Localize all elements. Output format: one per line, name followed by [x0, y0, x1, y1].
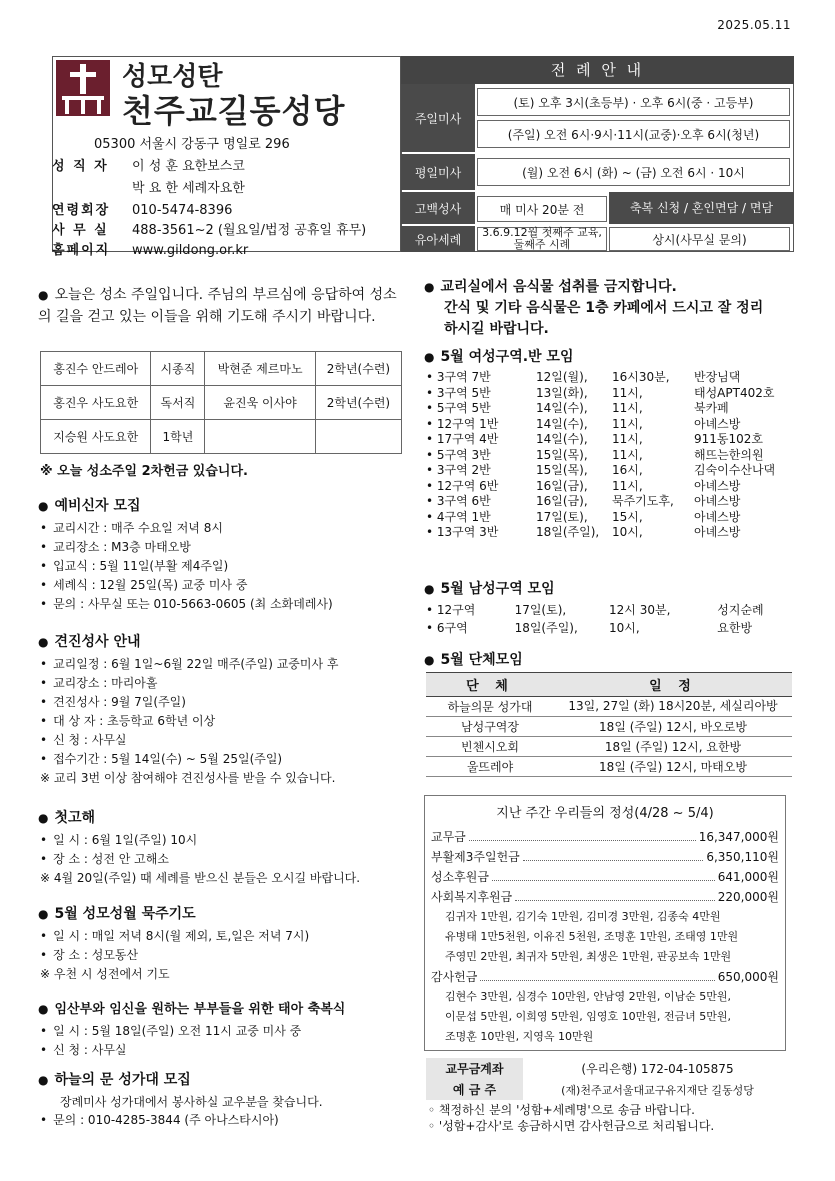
office-value: 488-3561~2 (월요일/법정 공휴일 휴무): [132, 223, 367, 238]
table-cell: 14일(수),: [536, 416, 588, 431]
list-item: • 장 소 : 성전 안 고해소: [40, 850, 410, 869]
table-cell: 3구역 6반: [436, 494, 491, 508]
list-item: • 신 청 : 사무실: [40, 1041, 410, 1060]
table-header: 단 체: [426, 673, 554, 697]
table-row: [426, 717, 792, 737]
table-cell: 시종직: [151, 352, 205, 386]
table-row: [426, 757, 792, 777]
table-cell: 12시 30분,: [609, 603, 671, 617]
table-cell: 아녜스방: [694, 525, 741, 539]
table-cell: 성지순례: [717, 603, 764, 617]
collection-note: ※ 오늘 성소주일 2차헌금 있습니다.: [40, 464, 248, 479]
table-cell: 요한방: [717, 621, 753, 635]
table-cell: 17일(토),: [536, 509, 588, 524]
table-cell: 16일(금),: [536, 494, 588, 508]
offering-amount: 220,000원: [717, 890, 779, 904]
table-cell: 13구역 3반: [436, 525, 499, 539]
table-cell: 18일(주일),: [536, 525, 600, 539]
table-cell: 18일 (주일) 12시, 마태오방: [554, 757, 792, 777]
catechumen-title: ● 예비신자 모집: [38, 497, 141, 515]
sunday-mass-saturday: (토) 오후 3시(초등부) · 오후 6시(중 · 고등부): [477, 88, 790, 116]
offering-row: [431, 867, 779, 887]
table-row: [41, 420, 402, 454]
table-cell: 911동102호: [694, 432, 763, 446]
dotted-leader: [480, 967, 714, 981]
offering-amount: 650,000원: [717, 970, 779, 984]
table-cell: 1학년: [151, 420, 205, 454]
table-cell: 아녜스방: [694, 416, 741, 431]
account-row: [426, 1058, 792, 1079]
donor-line: 김귀자 1만원, 김기숙 1만원, 김미경 3만원, 김종숙 4만원: [445, 910, 721, 923]
choir-title: ● 하늘의 문 성가대 모집: [38, 1071, 191, 1089]
women-group-row: • 3구역 2반 15일(목), 16시, 김숙이수산나댁: [426, 463, 776, 477]
men-group-row: • 6구역 18일(주일), 10시, 요한방: [426, 621, 753, 635]
mass-schedule-title: 전 례 안 내: [401, 56, 794, 84]
table-cell: 14일(수),: [536, 401, 588, 415]
table-cell: 반장님댁: [694, 370, 741, 384]
men-group-list: [426, 601, 796, 637]
weekday-mass-label: 평일미사: [401, 154, 475, 190]
table-header-row: [426, 673, 792, 697]
offering-row: [431, 887, 779, 907]
first-confession-list: [40, 831, 410, 887]
list-item: • 견진성사 : 9월 7일(주일): [40, 693, 410, 712]
women-group-row: • 3구역 6반 16일(금), 묵주기도후, 아녜스방: [426, 494, 741, 508]
offering-label: 감사헌금: [431, 970, 478, 984]
vocation-intro: [38, 284, 398, 328]
account-note: ◦ '성함+감사'로 송금하시면 감사헌금으로 처리됩니다.: [428, 1119, 715, 1133]
table-cell: 아녜스방: [694, 509, 741, 524]
women-group-list: [426, 370, 796, 541]
account-note: ◦ 책정하신 분의 '성함+세례명'으로 송금 바랍니다.: [428, 1103, 695, 1117]
dotted-leader: [523, 847, 704, 861]
priest-label: 성 직 자: [52, 159, 109, 174]
president-value: 010-5474-8396: [132, 203, 233, 218]
vocation-table: [40, 351, 402, 454]
table-cell: 14일(수),: [536, 432, 588, 446]
table-cell: 3구역 2반: [436, 463, 491, 477]
sunday-mass-sunday: (주일) 오전 6시·9시·11시(교중)·오후 6시(청년): [477, 120, 790, 148]
list-item: • 접수기간 : 5월 14일(수) ~ 5월 25일(주일): [40, 750, 410, 769]
table-cell: 지승원 사도요한: [41, 420, 151, 454]
men-group-row: • 12구역 17일(토), 12시 30분, 성지순례: [426, 603, 764, 617]
first-confession-note: ※ 4월 20일(주일) 때 세례를 받으신 분들은 오시길 바랍니다.: [40, 871, 361, 885]
holder-value: (재)천주교서울대교구유지재단 길동성당: [561, 1083, 754, 1097]
list-item: • 일 시 : 6월 1일(주일) 10시: [40, 831, 410, 850]
table-cell: 18일 (주일) 12시, 바오로방: [554, 717, 792, 737]
table-cell: 북카페: [694, 401, 729, 415]
women-group-row: • 5구역 5반 14일(수), 11시, 북카페: [426, 401, 729, 415]
donor-line: 이문섭 5만원, 이희영 5만원, 임영호 10만원, 전금녀 5만원,: [445, 1010, 731, 1023]
table-cell: 묵주기도후,: [612, 494, 674, 508]
list-item: • 입교식 : 5월 11일(부활 제4주일): [40, 557, 410, 576]
table-cell: 4구역 1반: [436, 509, 491, 524]
dotted-leader: [492, 867, 715, 881]
confirmation-title: ● 견진성사 안내: [38, 633, 141, 651]
dotted-leader: [515, 887, 715, 901]
table-row: [41, 352, 402, 386]
table-cell: 12구역: [436, 603, 476, 617]
confession-time: 매 미사 20분 전: [477, 196, 607, 222]
parish-title: 천주교길동성당: [122, 92, 346, 130]
pregnancy-blessing-title: ● 임산부와 임신을 원하는 부부들을 위한 태아 축복식: [38, 1000, 345, 1019]
infant-baptism-contact: 상시(사무실 문의): [609, 227, 790, 251]
table-cell: 5구역 5반: [436, 401, 491, 415]
offering-row: [431, 967, 779, 987]
group-meeting-table: [426, 672, 792, 777]
office-row: [52, 219, 366, 238]
rosary-list: [40, 927, 410, 983]
homepage-link[interactable]: www.gildong.or.kr: [132, 243, 249, 258]
priest-row-1: [52, 155, 245, 174]
donor-line: 김현수 3만원, 심경수 10만원, 안남영 2만원, 이남순 5만원,: [445, 990, 731, 1003]
choir-list: [40, 1093, 410, 1130]
list-item: • 교리시간 : 매주 수요일 저녁 8시: [40, 519, 410, 538]
table-cell: 18일 (주일) 12시, 요한방: [554, 737, 792, 757]
table-cell: 3구역 5반: [436, 385, 491, 400]
women-group-row: • 12구역 1반 14일(수), 11시, 아녜스방: [426, 416, 741, 431]
table-cell: 12일(월),: [536, 370, 588, 384]
list-item: • 교리장소 : 마리아홀: [40, 674, 410, 693]
account-notes: [428, 1102, 794, 1134]
priest-2: 박 요 한 세례자요한: [132, 181, 245, 196]
confession-label: 고백성사: [401, 192, 475, 224]
president-row: [52, 199, 232, 218]
list-item: • 장 소 : 성모동산: [40, 946, 410, 965]
table-cell: 11시,: [612, 447, 643, 462]
table-cell: 아녜스방: [694, 478, 741, 493]
table-cell: 16시30분,: [612, 370, 670, 384]
women-group-row: • 3구역 5반 13일(화), 11시, 태성APT402호: [426, 385, 775, 400]
offering-row: [431, 847, 779, 867]
table-cell: 10시,: [609, 621, 640, 635]
table-cell: 독서직: [151, 386, 205, 420]
table-cell: 11시,: [612, 432, 643, 446]
table-cell: 17일(토),: [514, 603, 567, 617]
list-item: • 일 시 : 매일 저녁 8시(월 제외, 토,일은 저녁 7시): [40, 927, 410, 946]
food-notice-desc: 간식 및 기타 음식물은 1층 카페에서 드시고 잘 정리하시길 바랍니다.: [444, 300, 764, 337]
offering-amount: 641,000원: [717, 870, 779, 884]
list-item: • 대 상 자 : 초등학교 6학년 이상: [40, 712, 410, 731]
table-cell: 2학년(수련): [315, 352, 401, 386]
table-cell: 15일(목),: [536, 463, 588, 477]
table-cell: 15일(목),: [536, 447, 588, 462]
donor-line: 유병태 1만5천원, 이유진 5천원, 조명훈 1만원, 조태영 1만원: [445, 930, 739, 943]
offering-list: [425, 827, 785, 1047]
table-cell: 11시,: [612, 416, 643, 431]
bullet-icon: [38, 287, 54, 303]
infant-baptism-schedule: 3.6.9.12월 첫째주 교육, 둘째주 시례: [477, 227, 607, 251]
food-notice-title: ● 교리실에서 음식물 섭취를 금지합니다.: [424, 278, 677, 296]
table-row: [426, 737, 792, 757]
table-cell: 18일(주일),: [514, 621, 578, 635]
women-group-row: • 5구역 3반 15일(목), 11시, 해뜨는한의원: [426, 447, 764, 462]
table-cell: 15시,: [612, 509, 643, 524]
table-cell: 아녜스방: [694, 494, 741, 508]
holder-label: 예 금 주: [426, 1079, 523, 1100]
table-cell: 박현준 제르마노: [205, 352, 315, 386]
rosary-note: ※ 우천 시 성전에서 기도: [40, 967, 170, 981]
table-cell: 5구역 3반: [436, 447, 491, 462]
offering-amount: 16,347,000원: [698, 830, 779, 844]
table-row: [41, 386, 402, 420]
table-cell: 16일(금),: [536, 478, 588, 493]
offering-label: 부활제3주일헌금: [431, 850, 520, 864]
parish-subtitle: 성모성탄: [122, 62, 223, 92]
table-cell: 11시,: [612, 385, 643, 400]
pregnancy-blessing-list: [40, 1022, 410, 1060]
list-item: • 교리일정 : 6월 1일~6월 22일 매주(주일) 교중미사 후: [40, 655, 410, 674]
table-cell: 17구역 4반: [436, 432, 499, 446]
table-cell: 윤진욱 이사야: [205, 386, 315, 420]
infant-baptism-label: 유아세례: [401, 226, 475, 252]
women-group-row: • 12구역 6반 16일(금), 11시, 아녜스방: [426, 478, 741, 493]
table-cell: 홍진우 사도요한: [41, 386, 151, 420]
table-header: 일 정: [554, 673, 792, 697]
confirmation-note: ※ 교리 3번 이상 참여해야 견진성사를 받을 수 있습니다.: [40, 771, 336, 785]
women-group-title: ● 5월 여성구역.반 모임: [424, 348, 573, 366]
bulletin-date: 2025.05.11: [717, 18, 791, 32]
confirmation-list: [40, 655, 410, 787]
donor-line: 주영민 2만원, 최귀자 5만원, 최생은 1만원, 판공보속 1만원: [445, 950, 732, 963]
table-cell: 6구역: [436, 621, 468, 635]
account-note-text: '성함+감사'로 송금하시면 감사헌금으로 처리됩니다.: [438, 1119, 715, 1133]
account-table: [426, 1058, 792, 1100]
offering-label: 교무금: [431, 830, 466, 844]
table-row: [426, 697, 792, 717]
table-cell: 빈첸시오회: [426, 737, 554, 757]
catechumen-list: [40, 519, 410, 614]
account-row: [426, 1079, 792, 1100]
table-cell: 12구역 6반: [436, 478, 499, 493]
account-label: 교무금계좌: [426, 1058, 523, 1079]
president-label: 연령회장: [52, 203, 111, 218]
women-group-row: • 4구역 1반 17일(토), 15시, 아녜스방: [426, 509, 741, 524]
list-item: • 신 청 : 사무실: [40, 731, 410, 750]
women-group-row: • 3구역 7반 12일(월), 16시30분, 반장님댁: [426, 370, 741, 384]
list-item: • 일 시 : 5월 18일(주일) 오전 11시 교중 미사 중: [40, 1022, 410, 1041]
dotted-leader: [469, 827, 696, 841]
table-cell: 하늘의문 성가대: [426, 697, 554, 717]
table-cell: 홍진수 안드레아: [41, 352, 151, 386]
offering-label: 사회복지후원금: [431, 890, 513, 904]
church-logo: [56, 60, 110, 116]
table-cell: [315, 420, 401, 454]
offering-amount: 6,350,110원: [706, 850, 779, 864]
offering-row: [431, 827, 779, 847]
account-note-text: 책정하신 분의 '성함+세례명'으로 송금 바랍니다.: [438, 1103, 695, 1117]
office-label: 사 무 실: [52, 223, 109, 238]
table-cell: 3구역 7반: [436, 370, 491, 384]
parish-address: 05300 서울시 강동구 명일로 296: [94, 137, 290, 152]
account-number: (우리은행) 172-04-105875: [581, 1062, 734, 1076]
blessing-request: 축복 신청 / 혼인면담 / 면담: [609, 192, 794, 224]
table-cell: 13일, 27일 (화) 18시20분, 세실리아방: [554, 697, 792, 717]
choir-desc: 장례미사 성가대에서 봉사하실 교우분을 찾습니다.: [60, 1095, 323, 1109]
men-group-title: ● 5월 남성구역 모임: [424, 580, 555, 598]
list-item: • 세례식 : 12월 25일(목) 교중 미사 중: [40, 576, 410, 595]
rosary-title: ● 5월 성모성월 묵주기도: [38, 905, 196, 923]
list-item: • 문의 : 사무실 또는 010-5663-0605 (최 소화데레사): [40, 595, 410, 614]
women-group-row: • 13구역 3반 18일(주일), 10시, 아녜스방: [426, 525, 741, 539]
table-cell: 김숙이수산나댁: [694, 463, 776, 477]
offering-box: [424, 795, 786, 1051]
table-cell: 10시,: [612, 525, 643, 539]
vocation-intro-text: 오늘은 성소 주일입니다. 주님의 부르심에 응답하여 성소의 길을 걷고 있는 이들을 위해 기도해 주시기 바랍니다.: [38, 287, 397, 325]
donor-line: 조명훈 10만원, 지영옥 10만원: [445, 1030, 594, 1043]
offering-label: 성소후원금: [431, 870, 489, 884]
table-cell: 11시,: [612, 478, 643, 493]
offering-title: 지난 주간 우리들의 정성(4/28 ~ 5/4): [496, 806, 714, 821]
table-cell: 남성구역장: [426, 717, 554, 737]
table-cell: 해뜨는한의원: [694, 447, 764, 462]
table-cell: 12구역 1반: [436, 416, 499, 431]
list-item: • 교리장소 : M3층 마태오방: [40, 538, 410, 557]
table-cell: 13일(화),: [536, 385, 588, 400]
homepage-label: 홈페이지: [52, 243, 111, 258]
table-cell: [205, 420, 315, 454]
homepage-row: [52, 239, 248, 258]
list-item: • 문의 : 010-4285-3844 (주 아나스타시아): [40, 1111, 410, 1130]
group-meeting-title: ● 5월 단체모임: [424, 651, 523, 669]
weekday-mass: (월) 오전 6시 (화) ~ (금) 오전 6시 · 10시: [477, 158, 790, 186]
table-cell: 울뜨레야: [426, 757, 554, 777]
table-cell: 2학년(수련): [315, 386, 401, 420]
table-cell: 태성APT402호: [694, 385, 775, 400]
table-cell: 11시,: [612, 401, 643, 415]
table-cell: 16시,: [612, 463, 643, 477]
sunday-mass-label: 주일미사: [401, 84, 475, 152]
priest-1: 이 성 훈 요한보스코: [132, 159, 245, 174]
women-group-row: • 17구역 4반 14일(수), 11시, 911동102호: [426, 432, 763, 446]
first-confession-title: ● 첫고해: [38, 809, 95, 827]
